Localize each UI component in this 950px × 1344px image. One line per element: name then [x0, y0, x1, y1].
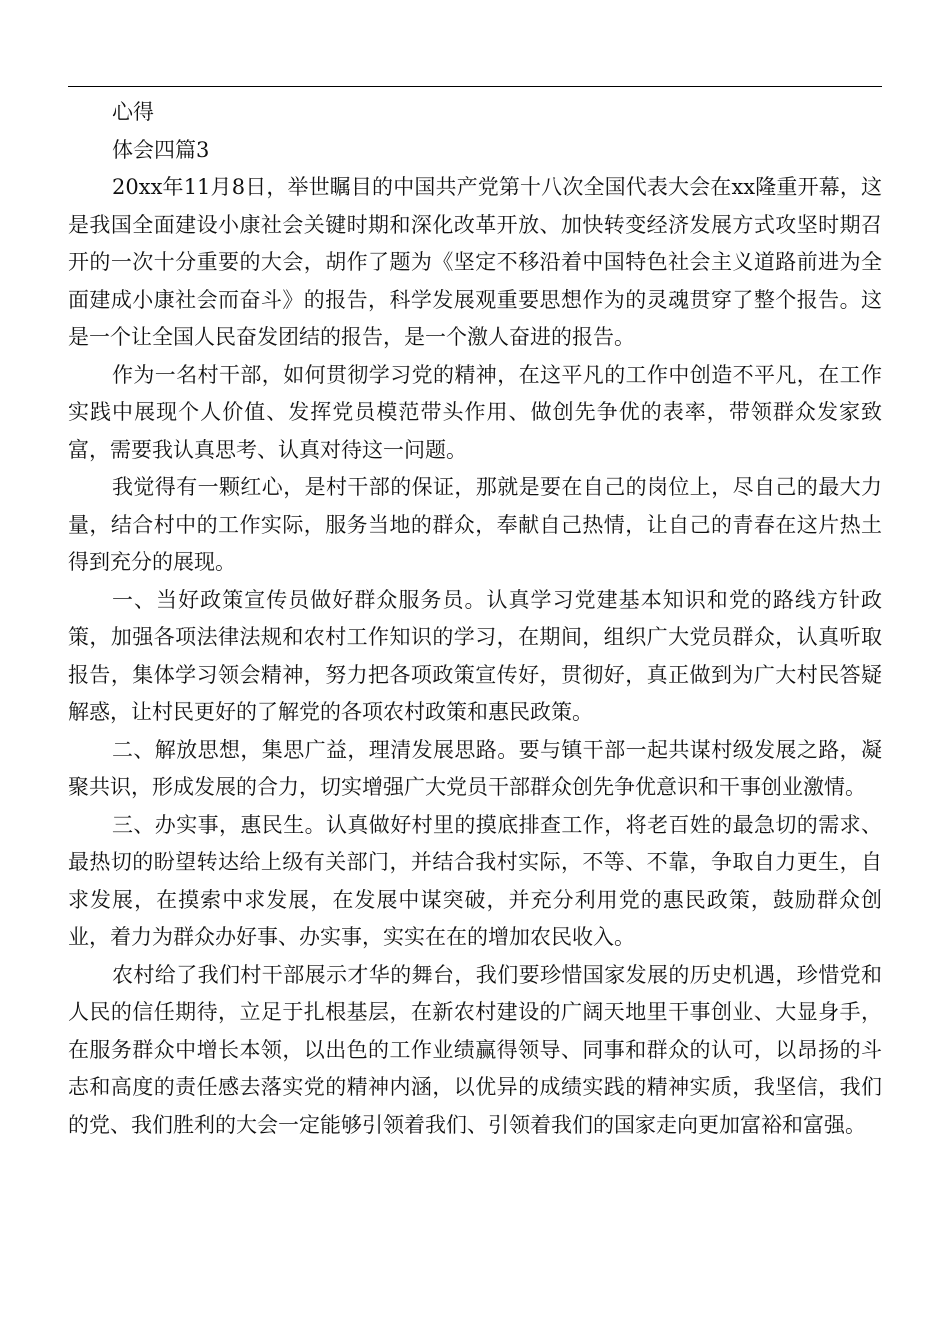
paragraph-3: 我觉得有一颗红心，是村干部的保证，那就是要在自己的岗位上，尽自己的最大力量，结合村中的工作实际，服务当地的群众，奉献自己热情，让自己的青春在这片热土得到充分的展现。	[68, 475, 882, 574]
paragraph-7: 农村给了我们村干部展示才华的舞台，我们要珍惜国家发展的历史机遇，珍惜党和人民的信任期待，立足于扎根基层，在新农村建设的广阔天地里干事创业、大显身手，在服务群众中增长本领，以出色的工作业绩赢得领导、同事和群众的认可，以昂扬的斗志和高度的责任感去落实党的精神内涵，以优异的成绩实践的精神实质，我坚信，我们的党、我们胜利的大会一定能够引领着我们、引领着我们的国家走向更加富裕和富强。	[68, 962, 882, 1137]
paragraph-6: 三、办实事，惠民生。认真做好村里的摸底排查工作，将老百姓的最急切的需求、最热切的盼望转达给上级有关部门，并结合我村实际，不等、不靠，争取自力更生，自求发展，在摸索中求发展，在发展中谋突破，并充分利用党的惠民政策，鼓励群众创业，着力为群众办好事、办实事，实实在在的增加农民收入。	[68, 812, 882, 949]
header-rule	[68, 86, 882, 87]
document-body	[68, 94, 882, 1144]
paragraph-2: 作为一名村干部，如何贯彻学习党的精神，在这平凡的工作中创造不平凡，在工作实践中展现个人价值、发挥党员模范带头作用、做创先争优的表率，带领群众发家致富，需要我认真思考、认真对待这一问题。	[68, 362, 882, 462]
paragraph-1: 20xx年11月8日，举世瞩目的中国共产党第十八次全国代表大会在xx隆重开幕，这是我国全面建设小康社会关键时期和深化改革开放、加快转变经济发展方式攻坚时期召开的一次十分重要的大会，胡作了题为《坚定不移沿着中国特色社会主义道路前进为全面建成小康社会而奋斗》的报告，科学发展观重要思想作为的灵魂贯穿了整个报告。这是一个让全国人民奋发团结的报告，是一个激人奋进的报告。	[68, 175, 882, 349]
paragraph-4: 一、当好政策宣传员做好群众服务员。认真学习党建基本知识和党的路线方针政策，加强各项法律法规和农村工作知识的学习，在期间，组织广大党员群众，认真听取报告，集体学习领会精神，努力把各项政策宣传好，贯彻好，真正做到为广大村民答疑解惑，让村民更好的了解党的各项农村政策和惠民政策。	[68, 587, 882, 724]
paragraph-5: 二、解放思想，集思广益，理清发展思路。要与镇干部一起共谋村级发展之路，凝聚共识，形成发展的合力，切实增强广大党员干部群众创先争优意识和干事创业激情。	[68, 737, 882, 799]
heading-line-2: 体会四篇3	[112, 137, 210, 162]
heading-line-1: 心得	[112, 100, 154, 124]
